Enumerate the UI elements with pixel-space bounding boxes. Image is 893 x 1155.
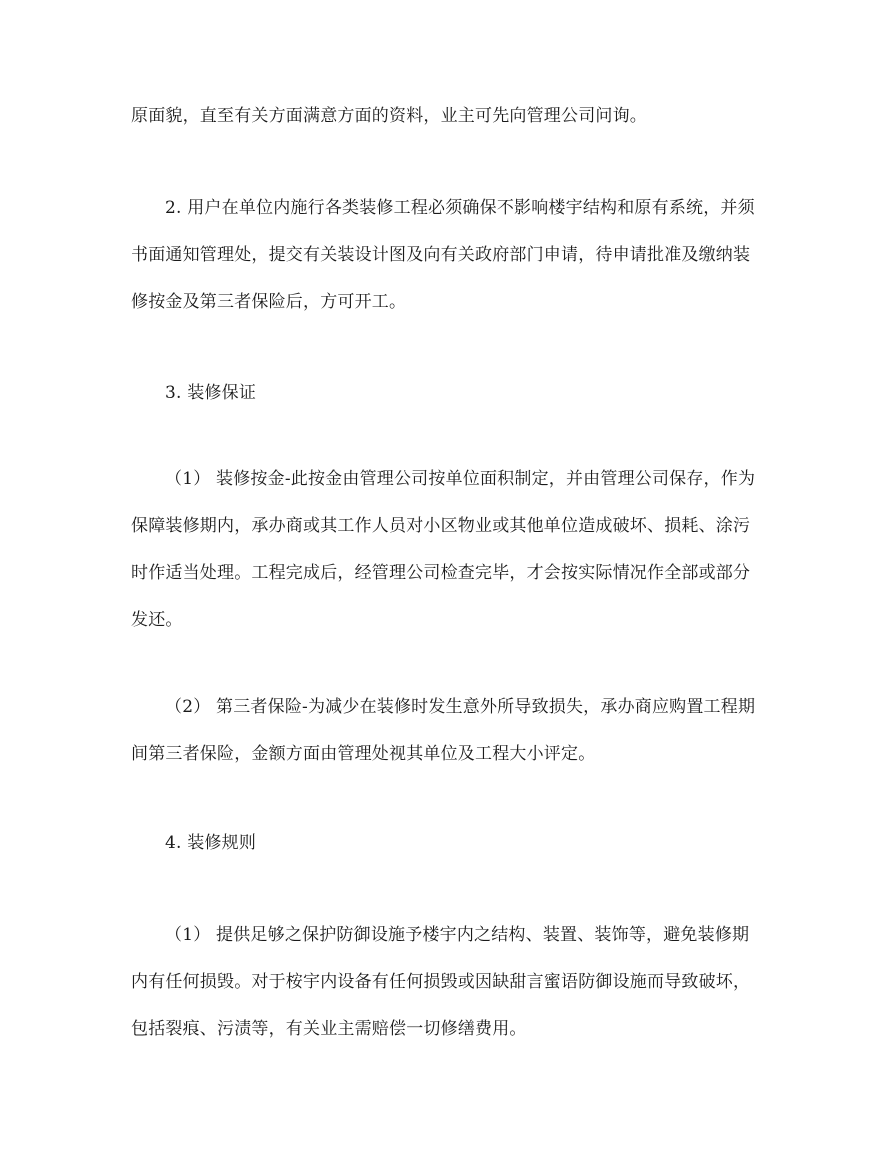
text-line: 内有任何损毁。对于桉宇内设备有任何损毁或因缺甜言蜜语防御设施而导致破坏，	[131, 972, 751, 992]
text-line: 4. 装修规则	[165, 833, 257, 853]
text-line: 时作适当处理。工程完成后，经管理公司检查完毕，才会按实际情况作全部或部分	[131, 563, 751, 583]
section-heading-4	[131, 820, 771, 867]
text-line: （1） 提供足够之保护防御设施予楼宇内之结构、装置、装饰等，避免装修期	[165, 925, 750, 945]
text-line: 保障装修期内，承办商或其工作人员对小区物业或其他单位造成破坏、损耗、涂污	[131, 516, 751, 536]
text-line: 包括裂痕、污渍等，有关业主需赔偿一切修缮费用。	[131, 1019, 527, 1039]
text-line: 发还。	[131, 610, 183, 630]
section-heading-3	[131, 370, 771, 417]
paragraph-continuation	[131, 93, 771, 140]
text-line: 3. 装修保证	[165, 383, 257, 403]
text-line: （1） 装修按金-此按金由管理公司按单位面积制定，并由管理公司保存，作为	[165, 469, 756, 489]
paragraph-3-2	[131, 684, 771, 778]
paragraph-item-2	[131, 185, 771, 326]
text-line: 原面貌，直至有关方面满意方面的资料，业主可先向管理公司问询。	[131, 106, 647, 126]
text-line: 2. 用户在单位内施行各类装修工程必须确保不影响楼宇结构和原有系统，并须	[165, 198, 755, 218]
text-line: （2） 第三者保险-为减少在装修时发生意外所导致损失，承办商应购置工程期	[165, 697, 756, 717]
paragraph-3-1	[131, 456, 771, 644]
text-line: 修按金及第三者保险后，方可开工。	[131, 292, 407, 312]
text-line: 间第三者保险，金额方面由管理处视其单位及工程大小评定。	[131, 744, 596, 764]
paragraph-4-1	[131, 912, 771, 1053]
text-line: 书面通知管理处，提交有关装设计图及向有关政府部门申请，待申请批准及缴纳装	[131, 245, 751, 265]
